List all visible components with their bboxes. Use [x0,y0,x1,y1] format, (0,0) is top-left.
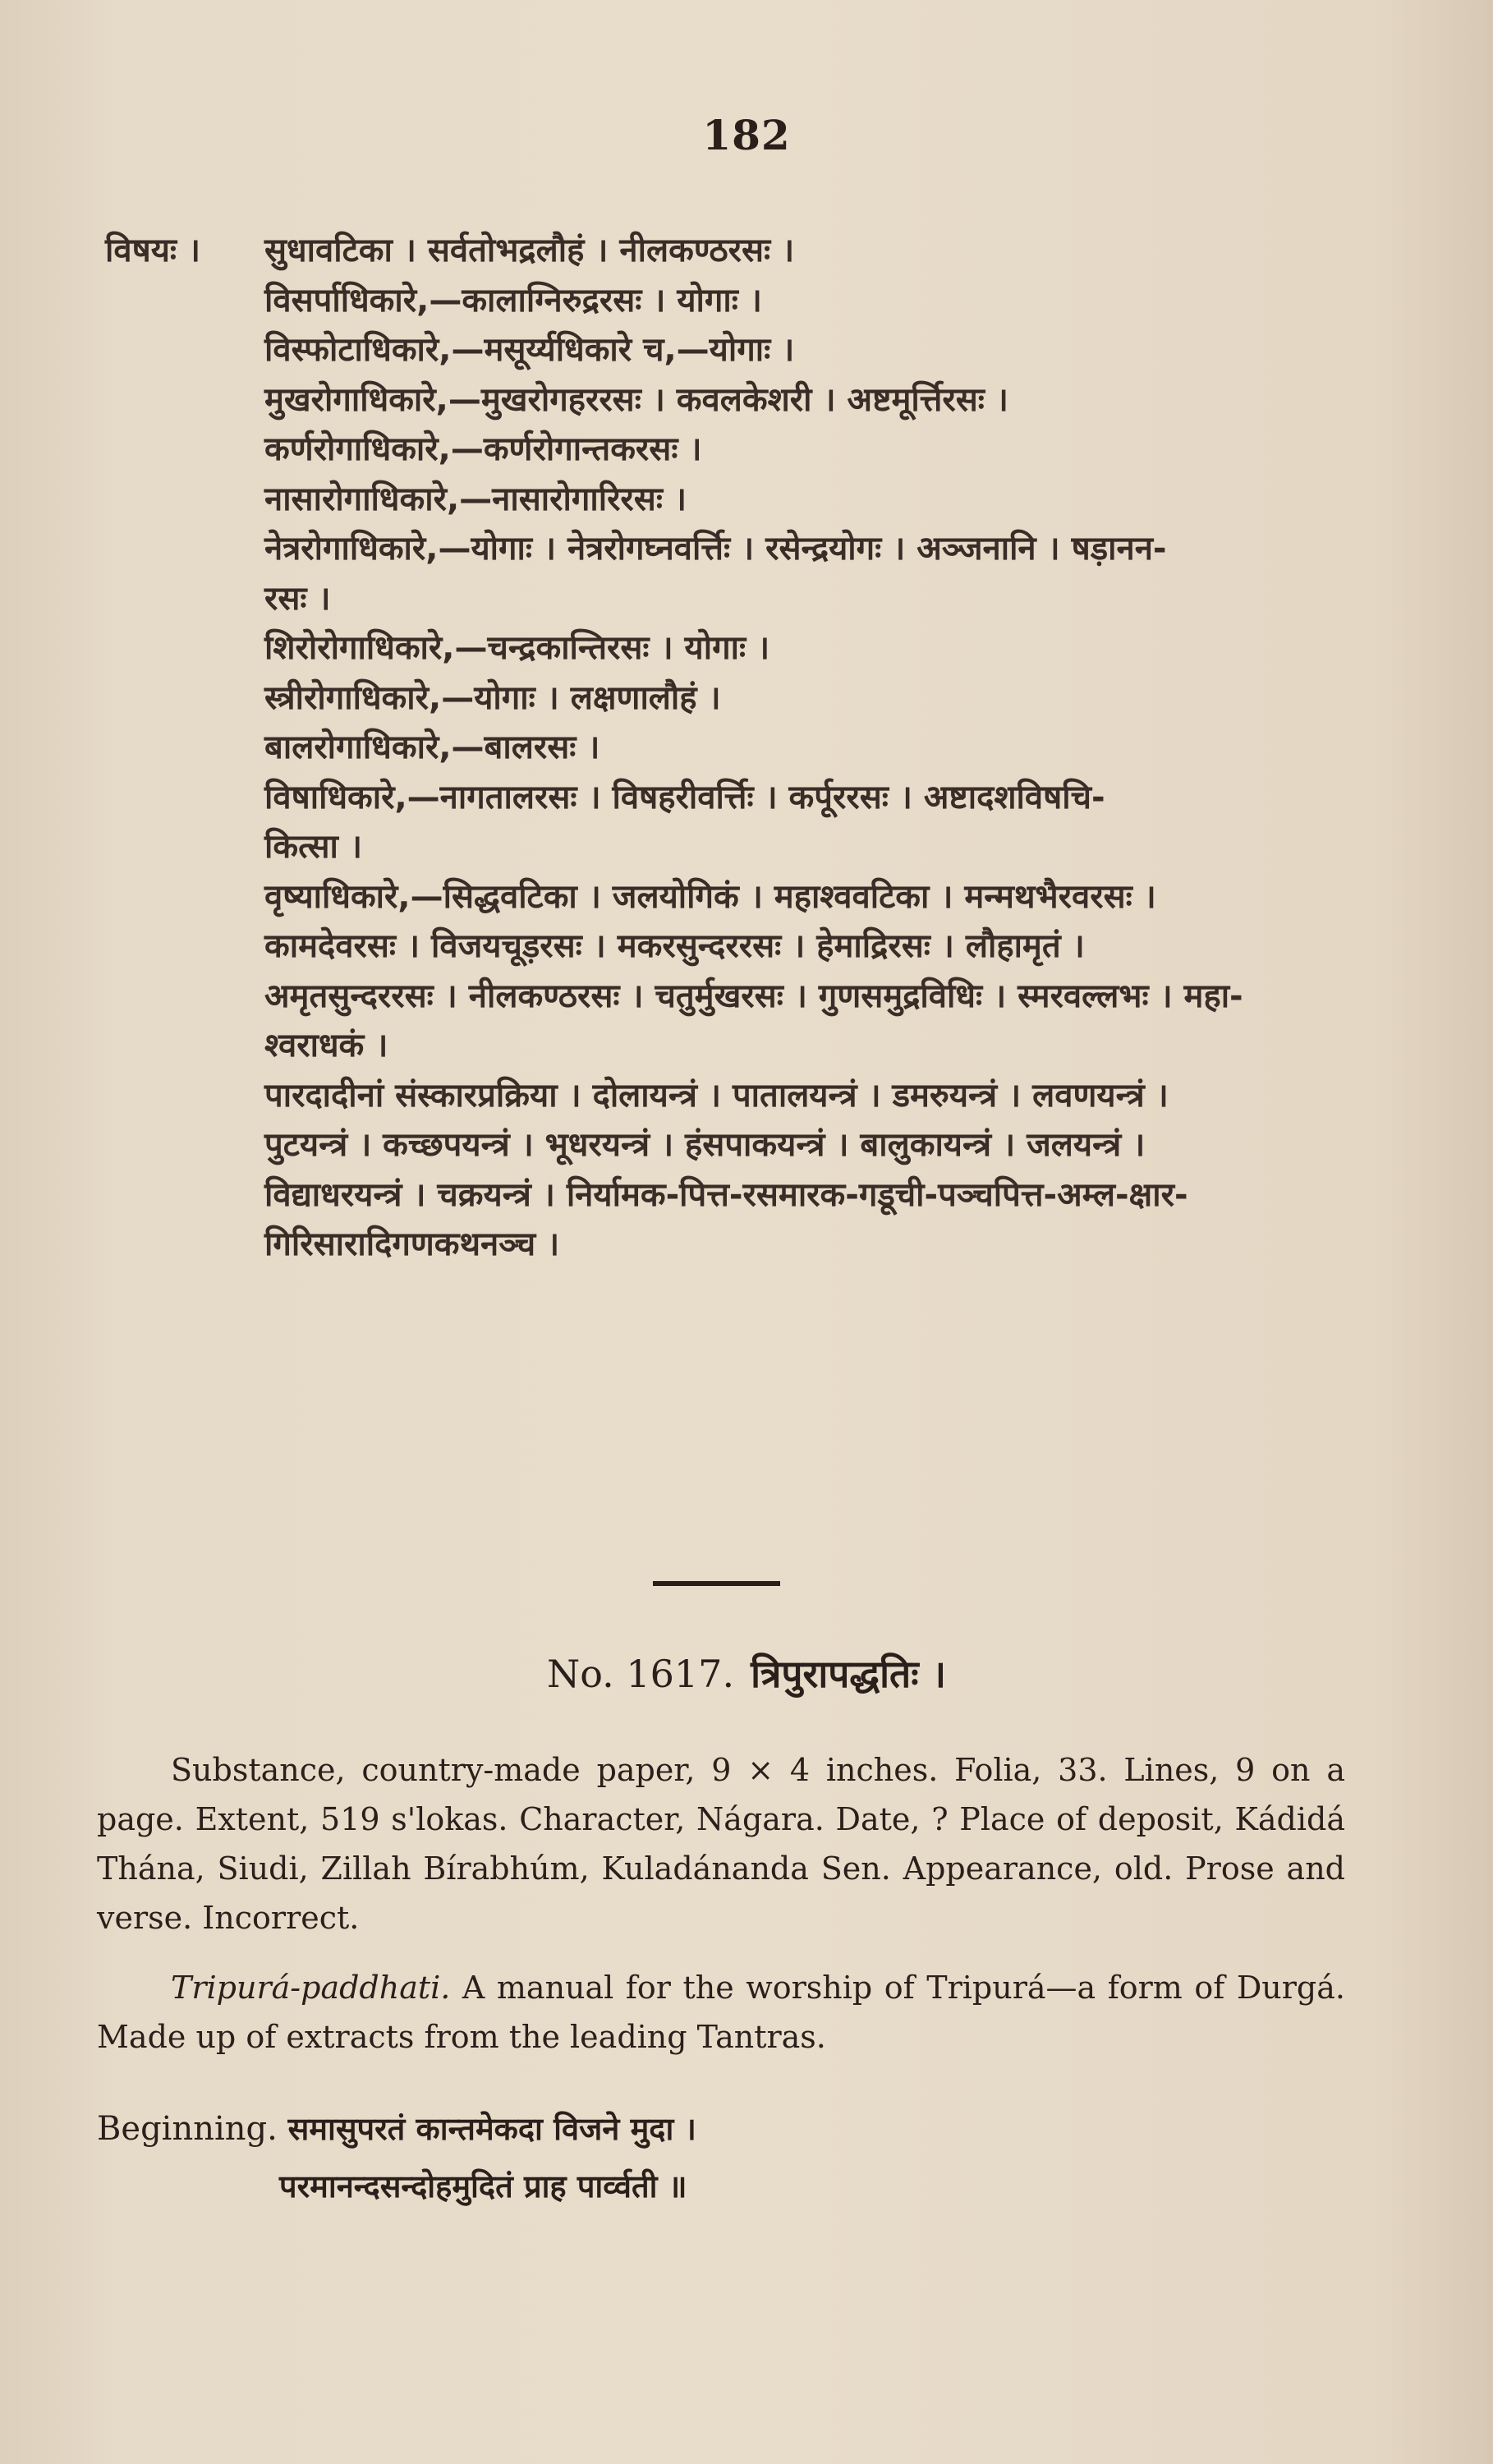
sanskrit-line: कामदेवरसः । विजयचूड़रसः । मकरसुन्दररसः । हेमाद्रिरसः । लौहामृतं । [264,927,1085,965]
sanskrit-line: विषाधिकारे,—नागतालरसः । विषहरीवर्त्तिः । कर्पूररसः । अष्टादशविषचि- [264,779,1105,816]
entry-description: Substance, country-made paper, 9 × 4 inches. Folia, 33. Lines, 9 on a page. Extent, 519 s'lokas. Character, Nágara. Date, ? Place of deposit, Kádidá Thána, Siudi, Zillah Bírabhúm, Kuladánanda Sen. Appearance, old. Prose and verse. Incorrect. [97,1752,1345,1936]
entry-title-sanskrit: त्रिपुरापद्धतिः । [751,1652,946,1696]
sanskrit-line: नेत्ररोगाधिकारे,—योगाः । नेत्ररोगघ्नवर्त्तिः । रसेन्द्रयोगः । अञ्जनानि । षड़ानन- [264,530,1167,568]
entry-summary: A manual for the worship of Tripurá—a form of Durgá. Made up of extracts from the leading Tantras. [97,1970,1345,2055]
sanskrit-line: विद्याधरयन्त्रं । चक्रयन्त्रं । निर्यामक-पित्त-रसमारक-गडूची-पञ्चपित्त-अम्ल-क्षार- [264,1176,1188,1214]
entry-heading [0,1645,1493,1703]
sanskrit-line: नासारोगाधिकारे,—नासारोगारिरसः । [264,480,687,518]
sanskrit-line: शिरोरोगाधिकारे,—चन्द्रकान्तिरसः । योगाः । [264,629,770,667]
entry-title-roman: Tripurá-paddhati. [171,1970,451,2006]
sanskrit-line: पुटयन्त्रं । कच्छपयन्त्रं । भूधरयन्त्रं । हंसपाकयन्त्रं । बालुकायन्त्रं । जलयन्त्रं । [264,1126,1146,1164]
page-number: 182 [702,111,791,159]
sanskrit-line: स्त्रीरोगाधिकारे,—योगाः । लक्षणालौहं । [264,679,721,717]
sanskrit-line: कर्णरोगाधिकारे,—कर्णरोगान्तकरसः । [264,430,702,468]
subject-label: विषयः । [105,232,201,269]
entry-summary-paragraph [97,1963,1345,2062]
beginning-verse-1: समासुपरतं कान्तमेकदा विजने मुदा । [287,2111,696,2147]
beginning-label: Beginning. [97,2110,278,2148]
beginning-line [97,2103,696,2155]
sanskrit-line: विस्फोटाधिकारे,—मसूर्य्यधिकारे च,—योगाः । [264,331,795,369]
sanskrit-line: कित्सा । [264,828,363,866]
sanskrit-line: वृष्याधिकारे,—सिद्धवटिका । जलयोगिकं । महाश्ववटिका । मन्मथभैरवरसः । [264,878,1156,916]
sanskrit-line: बालरोगाधिकारे,—बालरसः । [264,729,600,766]
sanskrit-line: पारदादीनां संस्कारप्रक्रिया । दोलायन्त्रं । पातालयन्त्रं । डमरुयन्त्रं । लवणयन्त्रं । [264,1077,1169,1115]
sanskrit-line: सुधावटिका । सर्वतोभद्रलौहं । नीलकण्ठरसः । [264,232,795,269]
sanskrit-line: गिरिसारादिगणकथनञ्च । [264,1225,560,1263]
sanskrit-line: अमृतसुन्दररसः । नीलकण्ठरसः । चतुर्मुखरसः । गुणसमुद्रविधिः । स्मरवल्लभः । महा- [264,977,1243,1015]
sanskrit-line: विसर्पाधिकारे,—कालाग्निरुद्ररसः । योगाः । [264,282,762,319]
beginning-verse-2: परमानन्दसन्दोहमुदितं प्राह पार्व्वती ॥ [279,2168,687,2204]
sanskrit-line: श्वराधकं । [264,1027,388,1064]
sanskrit-line: रसः । [264,580,331,618]
sanskrit-line: मुखरोगाधिकारे,—मुखरोगहररसः । कवलकेशरी । अष्टमूर्त्तिरसः । [264,381,1008,419]
entry-number: No. 1617. [547,1652,735,1696]
section-divider [653,1581,780,1586]
